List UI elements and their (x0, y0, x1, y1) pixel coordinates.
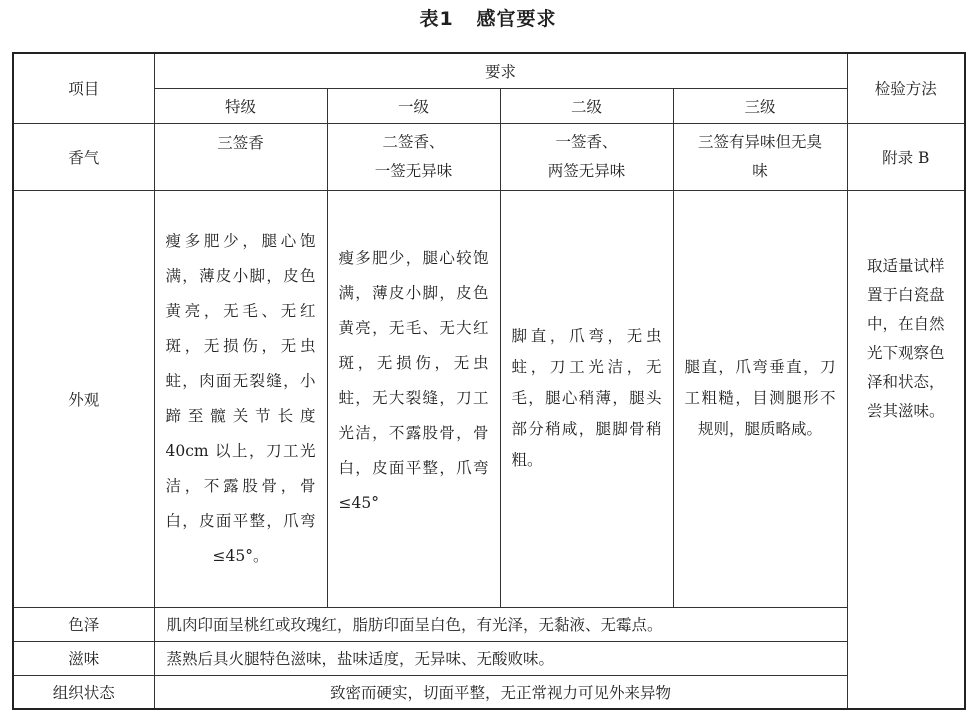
taste-value: 蒸熟后具火腿特色滋味，盐味适度，无异味、无酸败味。 (154, 641, 847, 675)
aroma-third-text: 三签有异味但无臭 味 (698, 132, 823, 180)
taste-row (13, 641, 965, 675)
appearance-first (327, 190, 500, 607)
table-caption (0, 6, 976, 32)
caption-spacer (454, 8, 477, 30)
header-requirement: 要求 (154, 53, 847, 88)
aroma-label: 香气 (13, 123, 154, 190)
aroma-special-text: 三签香 (217, 133, 264, 152)
aroma-second (500, 123, 673, 190)
header-grade-first: 一级 (327, 88, 500, 123)
aroma-method: 附录 B (847, 123, 965, 190)
appearance-method-text: 取适量试样置于白瓷盘中，在自然光下观察色泽和状态，尝其滋味。 (867, 257, 945, 421)
appearance-second (500, 190, 673, 607)
appearance-label: 外观 (13, 190, 154, 607)
appearance-second-text: 脚直，爪弯，无虫蛀，刀工光洁，无毛，腿心稍薄，腿头部分稍咸，腿脚骨稍粗。 (511, 327, 662, 469)
aroma-first (327, 123, 500, 190)
appearance-method (847, 190, 965, 709)
header-grade-second: 二级 (500, 88, 673, 123)
table-title: 感官要求 (476, 8, 557, 30)
header-grade-third: 三级 (673, 88, 847, 123)
header-grade-special: 特级 (154, 88, 327, 123)
sensory-requirements-table (12, 52, 966, 710)
color-row (13, 607, 965, 641)
header-row-2 (13, 88, 965, 123)
aroma-row (13, 123, 965, 190)
color-label: 色泽 (13, 607, 154, 641)
color-value: 肌肉印面呈桃红或玫瑰红，脂肪印面呈白色，有光泽，无黏液、无霉点。 (154, 607, 847, 641)
header-method: 检验方法 (847, 53, 965, 123)
texture-row (13, 675, 965, 709)
appearance-first-text: 瘦多肥少，腿心较饱满，薄皮小脚，皮色黄亮，无毛、无大红斑，无损伤，无虫蛀，无大裂缝，刀工光洁，不露股骨，骨白，皮面平整，爪弯≤45° (338, 248, 489, 512)
appearance-third-text: 腿直，爪弯垂直，刀工粗糙，目测腿形不规则，腿质略咸。 (684, 358, 836, 438)
appearance-third (673, 190, 847, 607)
aroma-third (673, 123, 847, 190)
texture-value: 致密而硬实，切面平整，无正常视力可见外来异物 (154, 675, 847, 709)
appearance-row (13, 190, 965, 607)
table-number: 表1 (419, 8, 454, 30)
taste-label: 滋味 (13, 641, 154, 675)
aroma-first-text: 二签香、 一签无异味 (374, 132, 453, 180)
appearance-special (154, 190, 327, 607)
header-item: 项目 (13, 53, 154, 123)
header-row-1 (13, 53, 965, 88)
aroma-special (154, 123, 327, 190)
texture-label: 组织状态 (13, 675, 154, 709)
aroma-second-text: 一签香、 两签无异味 (547, 132, 626, 180)
appearance-special-text: 瘦多肥少，腿心饱满，薄皮小脚，皮色黄亮，无毛、无红斑，无损伤，无虫蛀，肉面无裂缝，小蹄至髋关节长度 40cm 以上，刀工光洁，不露股骨，骨白，皮面平整，爪弯≤45°。 (165, 231, 316, 565)
